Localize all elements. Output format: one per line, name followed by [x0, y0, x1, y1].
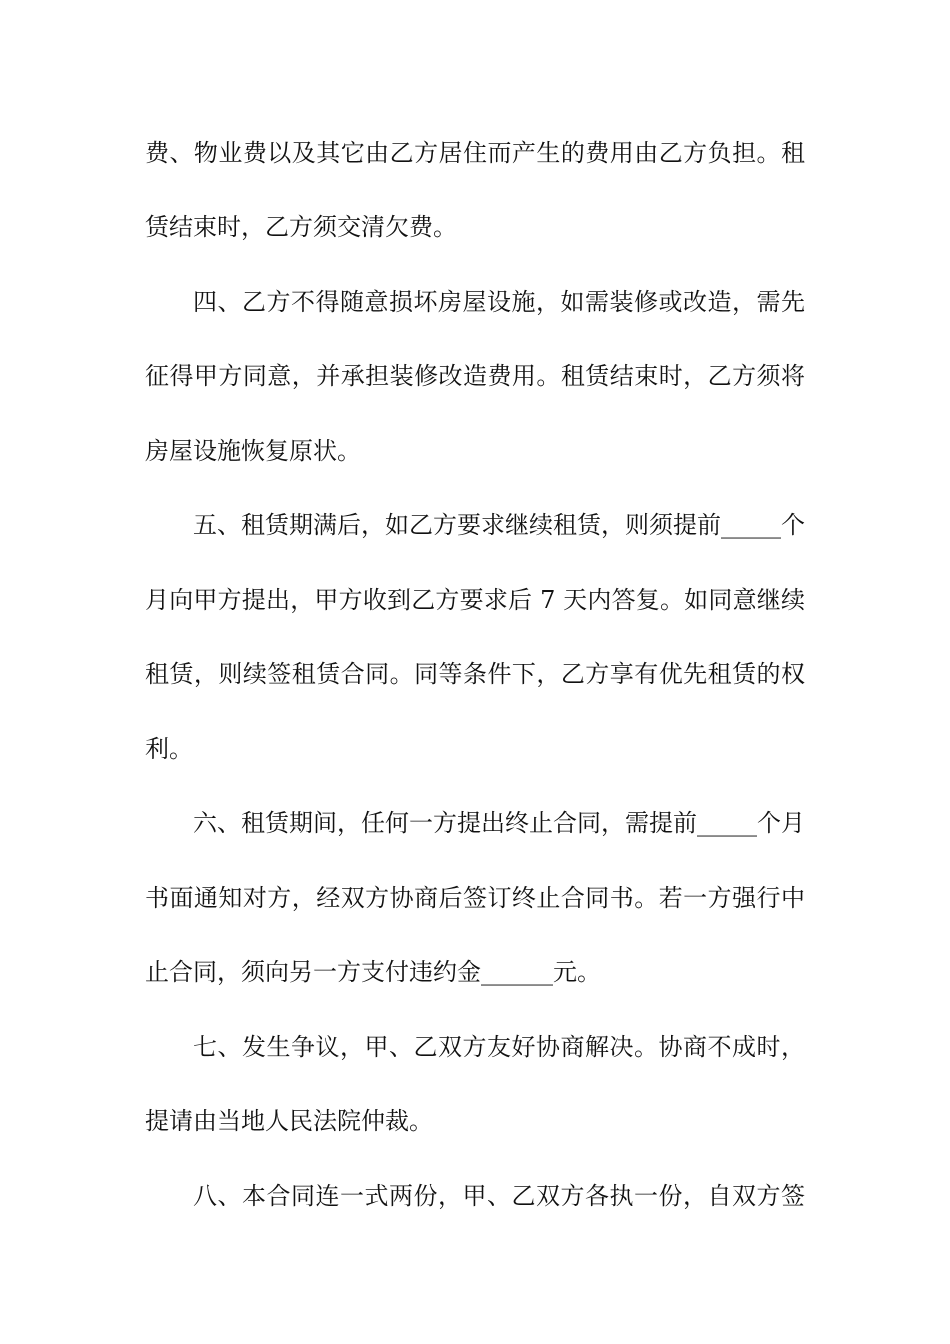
text-line: 利。 [145, 735, 193, 763]
text-line: 书面通知对方，经双方协商后签订终止合同书。若一方强行中 [145, 884, 805, 912]
text-line: 提请由当地人民法院仲裁。 [145, 1107, 433, 1135]
text-line: 征得甲方同意，并承担装修改造费用。租赁结束时，乙方须将 [145, 362, 805, 390]
clause-eight-line: 八、本合同连一式两份，甲、乙双方各执一份，自双方签 [193, 1182, 805, 1210]
clause-four-line: 四、乙方不得随意损坏房屋设施，如需装修或改造，需先 [193, 288, 805, 316]
text-line: 租赁，则续签租赁合同。同等条件下，乙方享有优先租赁的权 [145, 660, 805, 688]
clause-six-line: 六、租赁期间，任何一方提出终止合同，需提前_____个月 [193, 809, 805, 837]
clause-five-line: 五、租赁期满后，如乙方要求继续租赁，则须提前_____个 [193, 511, 805, 539]
text-line: 赁结束时，乙方须交清欠费。 [145, 213, 457, 241]
text-line: 费、物业费以及其它由乙方居住而产生的费用由乙方负担。租 [145, 139, 805, 167]
clause-seven-line: 七、发生争议，甲、乙双方友好协商解决。协商不成时， [193, 1033, 805, 1061]
text-line: 月向甲方提出，甲方收到乙方要求后 7 天内答复。如同意继续 [145, 586, 805, 614]
text-line: 房屋设施恢复原状。 [145, 437, 361, 465]
text-line: 止合同，须向另一方支付违约金______元。 [145, 958, 601, 986]
